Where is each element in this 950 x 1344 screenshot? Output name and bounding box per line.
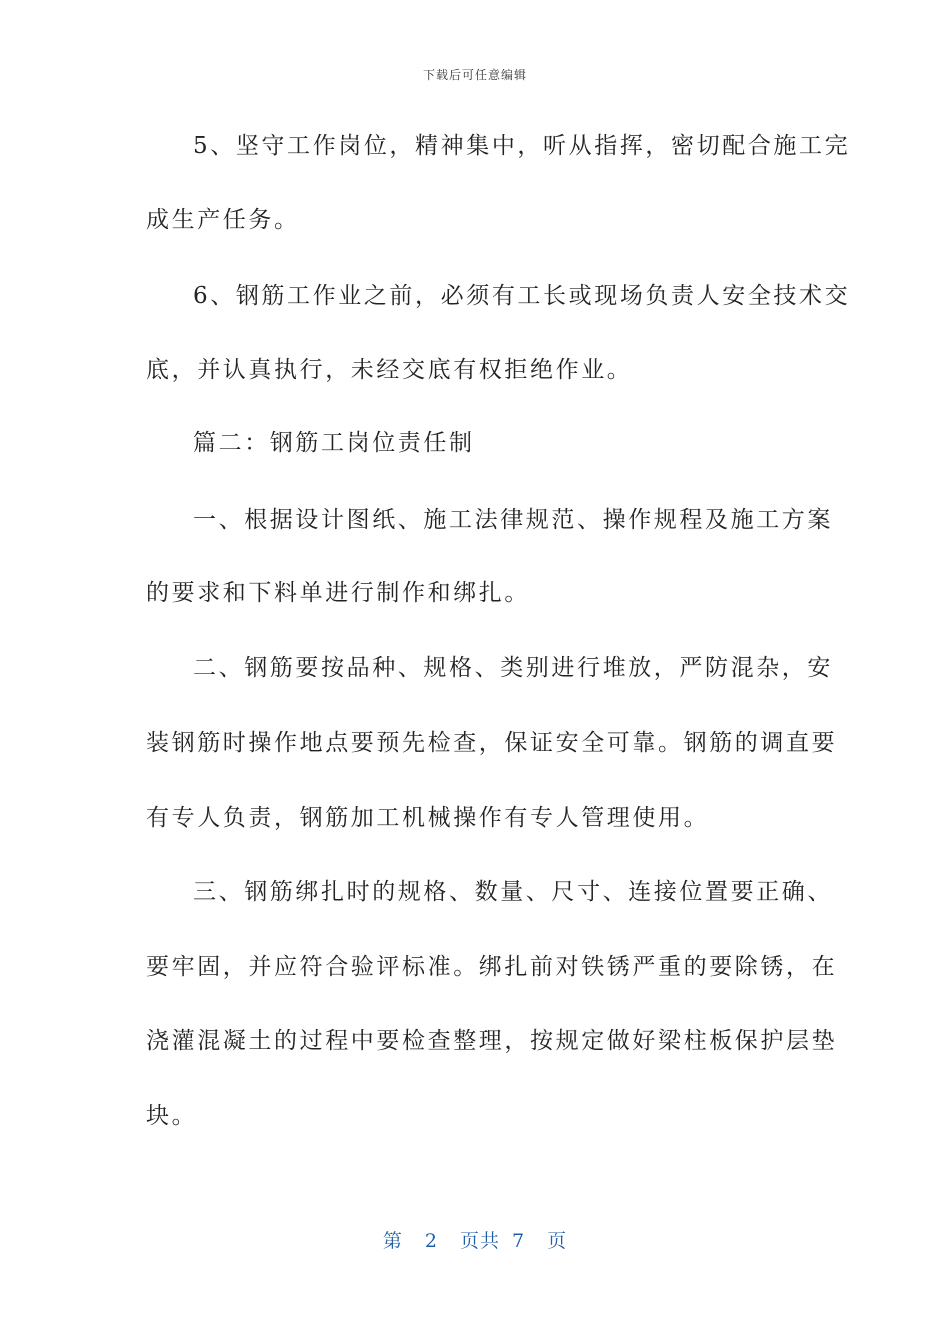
paragraph-line: 二、钢筋要按品种、规格、类别进行堆放，严防混杂，安 <box>193 655 833 681</box>
paragraph-line: 要牢固，并应符合验评标准。绑扎前对铁锈严重的要除锈，在 <box>146 954 838 980</box>
paragraph-line: 块。 <box>146 1103 198 1129</box>
footer-suffix: 页 <box>547 1230 568 1252</box>
footer-prefix: 第 <box>382 1230 403 1252</box>
section-heading: 篇二：钢筋工岗位责任制 <box>193 430 475 456</box>
paragraph-line: 底，并认真执行，未经交底有权拒绝作业。 <box>146 357 633 383</box>
footer-total-pages: 7 <box>512 1230 526 1252</box>
paragraph-line: 成生产任务。 <box>146 207 300 233</box>
page-header-note: 下载后可任意编辑 <box>422 68 527 82</box>
paragraph-line: 浇灌混凝土的过程中要检查整理，按规定做好梁柱板保护层垫 <box>146 1028 838 1054</box>
footer-middle: 页共 <box>459 1230 500 1252</box>
paragraph-line: 一、根据设计图纸、施工法律规范、操作规程及施工方案 <box>193 507 833 533</box>
paragraph-line: 5、坚守工作岗位，精神集中，听从指挥，密切配合施工完 <box>193 133 851 159</box>
paragraph-line: 装钢筋时操作地点要预先检查，保证安全可靠。钢筋的调直要 <box>146 730 838 756</box>
paragraph-line: 三、钢筋绑扎时的规格、数量、尺寸、连接位置要正确、 <box>193 879 833 905</box>
page-footer <box>0 1226 950 1253</box>
paragraph-line: 的要求和下料单进行制作和绑扎。 <box>146 580 530 606</box>
footer-current-page: 2 <box>424 1230 438 1252</box>
paragraph-line: 6、钢筋工作业之前，必须有工长或现场负责人安全技术交 <box>193 283 851 309</box>
paragraph-line: 有专人负责，钢筋加工机械操作有专人管理使用。 <box>146 805 710 831</box>
